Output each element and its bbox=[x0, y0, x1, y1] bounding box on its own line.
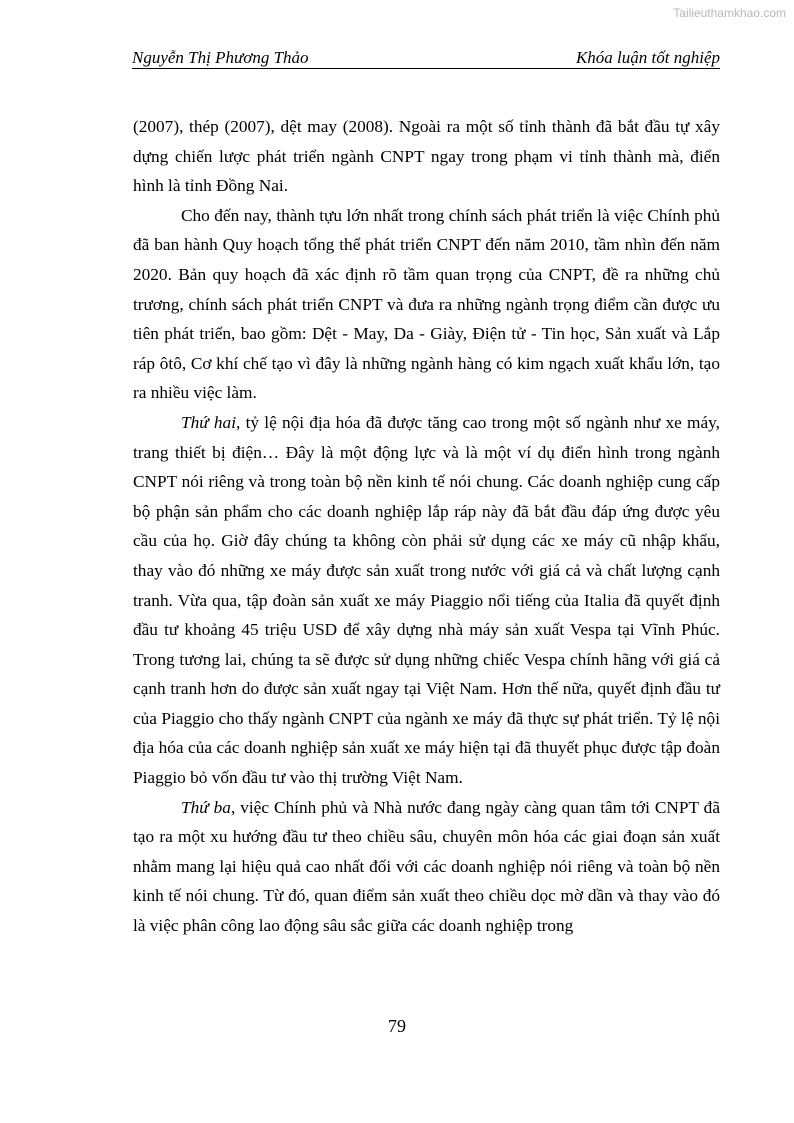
page-header bbox=[132, 46, 720, 69]
paragraph-lead: Thứ ba bbox=[181, 797, 231, 817]
header-author: Nguyễn Thị Phương Thảo bbox=[132, 48, 309, 67]
watermark-text: Tailieuthamkhao.com bbox=[673, 6, 786, 20]
paragraph-lead: Thứ hai bbox=[181, 412, 237, 432]
paragraph-text: (2007), thép (2007), dệt may (2008). Ngoài ra một số tỉnh thành đã bắt đầu tự xây dựng chiến lược phát triển ngành CNPT ngay trong phạm vi tỉnh thành mà, điển hình là tỉnh Đồng Nai. bbox=[133, 117, 720, 196]
page-number: 79 bbox=[388, 1016, 406, 1036]
paragraph-text: , việc Chính phủ và Nhà nước đang ngày càng quan tâm tới CNPT đã tạo ra một xu hướng đầu tư theo chiều sâu, chuyên môn hóa các giai đoạn sản xuất nhằm mang lại hiệu quả cao nhất đối với các doanh nghiệp nói riêng và toàn bộ nền kinh tế nói chung. Từ đó, quan điểm sản xuất theo chiều dọc mờ dần và thay vào đó là việc phân công lao động sâu sắc giữa các doanh nghiệp trong bbox=[133, 797, 720, 936]
paragraph-2 bbox=[133, 201, 720, 408]
paragraph-text: Cho đến nay, thành tựu lớn nhất trong chính sách phát triển là việc Chính phủ đã ban hành Quy hoạch tổng thể phát triển CNPT đến năm 2010, tầm nhìn đến năm 2020. Bản quy hoạch đã xác định rõ tầm quan trọng của CNPT, đề ra những chủ trương, chính sách phát triển CNPT và đưa ra những ngành trọng điểm cần được ưu tiên phát triển, bao gồm: Dệt - May, Da - Giày, Điện tử - Tin học, Sản xuất và Lắp ráp ôtô, Cơ khí chế tạo vì đây là những ngành hàng có kim ngạch xuất khẩu lớn, tạo ra nhiều việc làm. bbox=[133, 205, 720, 403]
paragraph-1 bbox=[133, 112, 720, 201]
paragraph-text: , tỷ lệ nội địa hóa đã được tăng cao trong một số ngành như xe máy, trang thiết bị điện… Đây là một động lực và là một ví dụ điển hình trong ngành CNPT nói riêng và trong toàn bộ nền kinh tế nói chung. Các doanh nghiệp cung cấp bộ phận sản phẩm cho các doanh nghiệp lắp ráp này đã bắt đầu đáp ứng được yêu cầu của họ. Giờ đây chúng ta không còn phải sử dụng các xe máy cũ nhập khẩu, thay vào đó những xe máy được sản xuất trong nước với giá cả và chất lượng cạnh tranh. Vừa qua, tập đoàn sản xuất xe máy Piaggio nổi tiếng của Italia đã quyết định đầu tư khoảng 45 triệu USD để xây dựng nhà máy sản xuất Vespa tại Vĩnh Phúc. Trong tương lai, chúng ta sẽ được sử dụng những chiếc Vespa chính hãng với giá cả cạnh tranh hơn do được sản xuất ngay tại Việt Nam. Hơn thế nữa, quyết định đầu tư của Piaggio cho thấy ngành CNPT của ngành xe máy đã thực sự phát triển. Tỷ lệ nội địa hóa của các doanh nghiệp sản xuất xe máy hiện tại đã thuyết phục được tập đoàn Piaggio bỏ vốn đầu tư vào thị trường Việt Nam. bbox=[133, 412, 720, 788]
paragraph-3 bbox=[133, 408, 720, 793]
body-text bbox=[133, 112, 720, 941]
paragraph-4 bbox=[133, 793, 720, 941]
header-document-type: Khóa luận tốt nghiệp bbox=[575, 48, 720, 67]
